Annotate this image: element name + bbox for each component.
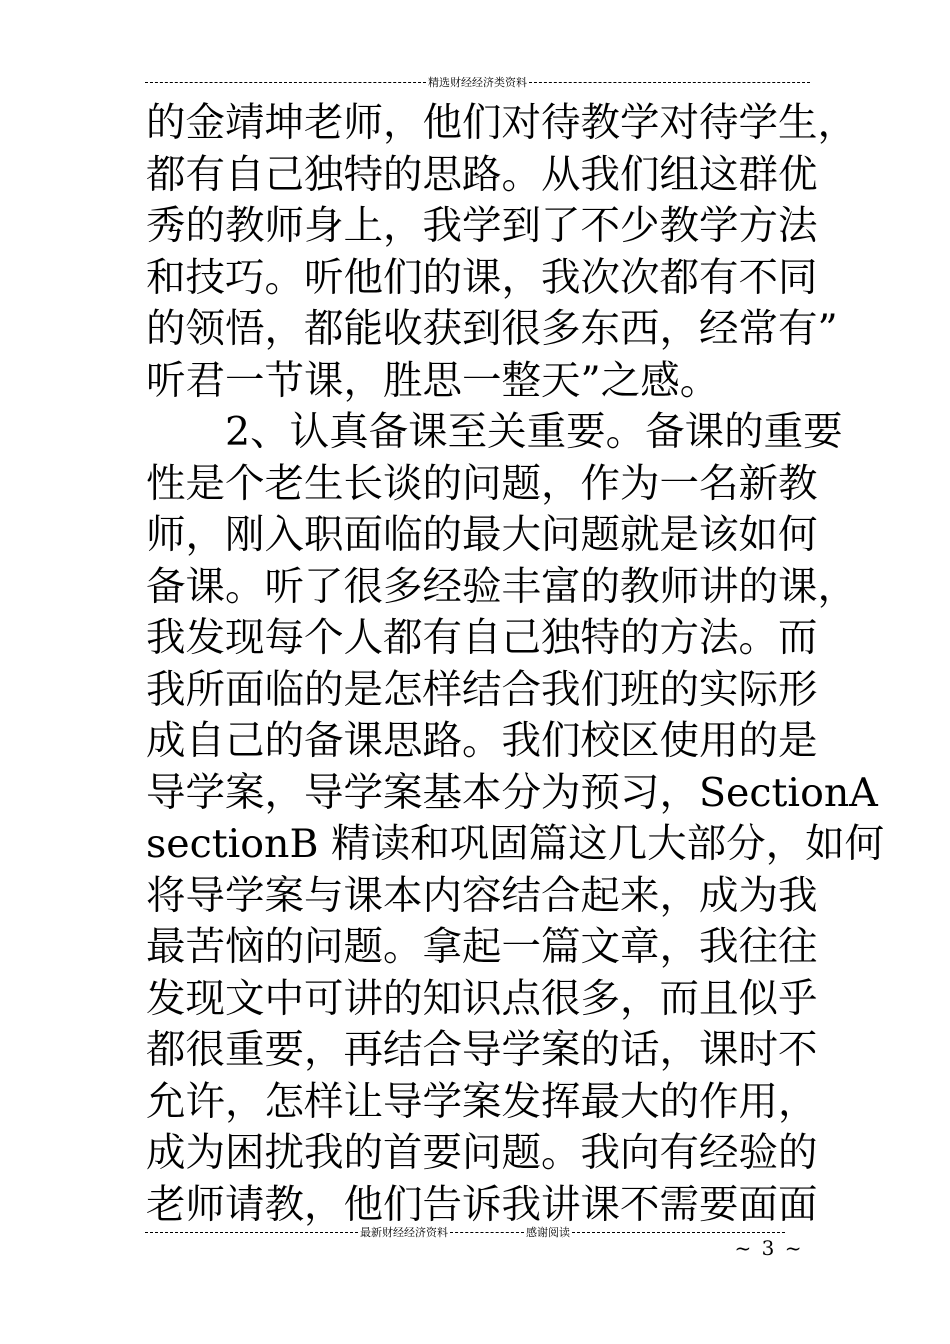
- footer-label-right: 感谢阅读: [526, 1226, 570, 1239]
- body-line: 成为困扰我的首要问题。我向有经验的: [146, 1130, 818, 1176]
- header-dash-left: [145, 82, 426, 83]
- body-line: 我发现每个人都有自己独特的方法。而: [146, 615, 818, 661]
- footer-dash-middle: [450, 1232, 524, 1233]
- body-line: 导学案，导学案基本分为预习，SectionA: [146, 769, 878, 816]
- body-text: [146, 98, 885, 1231]
- footer-rule: [145, 1222, 785, 1242]
- header-dash-right: [529, 82, 810, 83]
- page-number: ~ 3 ~: [734, 1236, 804, 1260]
- body-line: 允许，怎样让导学案发挥最大的作用，: [146, 1078, 818, 1125]
- body-line: 都有自己独特的思路。从我们组这群优: [146, 151, 818, 198]
- header-rule: [145, 72, 810, 92]
- body-line-paragraph-end: 听君一节课，胜思一整天”之感。: [146, 357, 720, 404]
- footer-dash-right: [572, 1232, 785, 1233]
- body-line: 秀的教师身上，我学到了不少教学方法: [146, 203, 818, 249]
- body-line: 将导学案与课本内容结合起来，成为我: [146, 872, 818, 919]
- body-line: sectionB 精读和巩固篇这几大部分，如何: [146, 821, 885, 867]
- body-line: 成自己的备课思路。我们校区使用的是: [146, 718, 818, 764]
- body-line-paragraph-start: 2、认真备课至关重要。备课的重要: [225, 409, 843, 455]
- body-line: 最苦恼的问题。拿起一篇文章，我往往: [146, 924, 818, 970]
- footer-label-left: 最新财经经济资料: [360, 1226, 448, 1239]
- footer-dash-left: [145, 1232, 358, 1233]
- body-line: 的领悟，都能收获到很多东西，经常有”: [146, 306, 838, 352]
- body-line: 都很重要，再结合导学案的话，课时不: [146, 1027, 818, 1073]
- body-line: 我所面临的是怎样结合我们班的实际形: [146, 666, 818, 713]
- body-line: 师，刚入职面临的最大问题就是该如何: [146, 512, 818, 558]
- header-label: 精选财经经济类资料: [428, 76, 527, 89]
- body-line: 备课。听了很多经验丰富的教师讲的课，: [146, 563, 857, 610]
- body-line: 的金靖坤老师，他们对待教学对待学生，: [146, 100, 857, 146]
- body-line: 老师请教，他们告诉我讲课不需要面面: [146, 1181, 818, 1228]
- body-line: 性是个老生长谈的问题，作为一名新教: [146, 460, 818, 507]
- body-line: 和技巧。听他们的课，我次次都有不同: [146, 254, 818, 301]
- body-line: 发现文中可讲的知识点很多，而且似乎: [146, 975, 818, 1022]
